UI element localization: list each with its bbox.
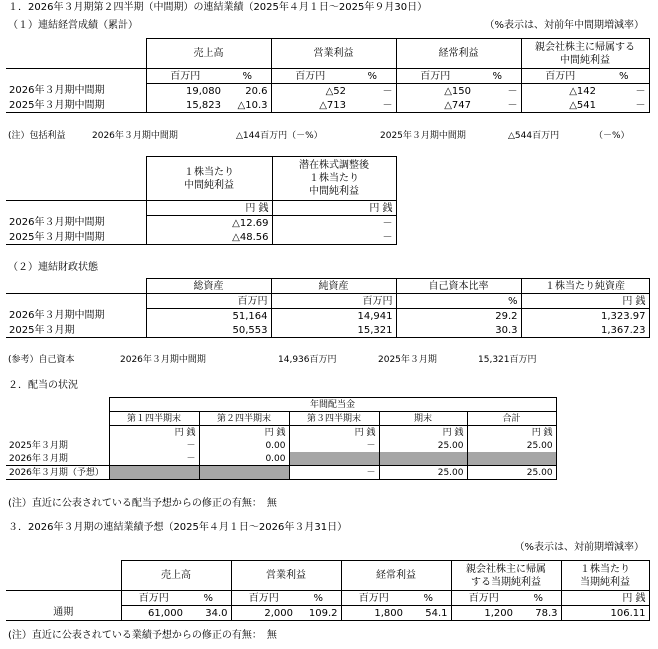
section1-sub2: （２）連結財政状態: [8, 262, 98, 273]
header-year-end: 期末: [379, 412, 467, 426]
header-eps: １株当たり 中間純利益: [146, 157, 272, 201]
unit: 百万円: [396, 69, 474, 84]
table-row: 2026年３月期中間期 19,080 20.6 △52 － △150 － △142 －: [6, 84, 649, 99]
unit: 円 銭: [289, 426, 379, 440]
section1-title: １．2026年３月期第２四半期（中間期）の連結業績（2025年４月１日～2025年９月30日）: [8, 2, 428, 13]
header-sales: 売上高: [146, 39, 271, 69]
table-row: 2025年３月期中間期 △48.56 －: [6, 230, 396, 245]
unit: %: [296, 591, 341, 606]
header-annual-dividend: 年間配当金: [109, 398, 556, 412]
unit: 円 銭: [379, 426, 467, 440]
financial-position-table: [6, 278, 650, 338]
unit: %: [186, 591, 231, 606]
section1-sub1: （１）連結経営成績（累計）: [8, 20, 138, 31]
unit: 百万円: [146, 294, 271, 309]
header-bps: １株当たり純資産: [521, 279, 649, 294]
header-total-assets: 総資産: [146, 279, 271, 294]
header-equity-ratio: 自己資本比率: [396, 279, 521, 294]
unit: 円 銭: [146, 201, 272, 216]
unit: %: [349, 69, 396, 84]
forecast-table: [6, 560, 650, 621]
table-row: 2025年３月期 － 0.00 － 25.00 25.00: [6, 439, 556, 452]
unit: 百万円: [451, 591, 516, 606]
header-total: 合計: [467, 412, 556, 426]
dividend-revision-note: (注）直近に公表されている配当予想からの修正の有無： 無: [8, 498, 277, 509]
table-row: 2026年３月期（予想） － 25.00 25.00: [6, 466, 556, 480]
unit: 百万円: [521, 69, 599, 84]
unit: 百万円: [121, 591, 186, 606]
table-row: 2025年３月期中間期 15,823 △10.3 △713 － △747 － △541 －: [6, 98, 649, 113]
table-row: 2026年３月期中間期 51,164 14,941 29.2 1,323.97: [6, 309, 649, 324]
unit: 百万円: [271, 69, 349, 84]
unit: 百万円: [271, 294, 396, 309]
header-ord-profit: 経常利益: [341, 561, 451, 591]
section2-title: ２．配当の状況: [8, 380, 78, 391]
unit: %: [406, 591, 451, 606]
eps-table: [6, 156, 397, 245]
unit: 円 銭: [561, 591, 649, 606]
table-row: 2026年３月期中間期 △12.69 －: [6, 216, 396, 231]
section3-title: ３．2026年３月期の連結業績予想（2025年４月１日～2026年３月31日）: [8, 522, 348, 533]
unit: %: [224, 69, 271, 84]
table-row: 2026年３月期 － 0.00: [6, 452, 556, 466]
unit: %: [474, 69, 521, 84]
unit: %: [516, 591, 561, 606]
header-diluted-eps: 潜在株式調整後 １株当たり 中間純利益: [272, 157, 396, 201]
operating-results-table: [6, 38, 650, 113]
header-q3: 第３四半期末: [289, 412, 379, 426]
unit: 円 銭: [272, 201, 396, 216]
table-row: 2025年３月期 50,553 15,321 30.3 1,367.23: [6, 323, 649, 338]
unit: 百万円: [146, 69, 224, 84]
header-sales: 売上高: [121, 561, 231, 591]
dividend-table: [6, 397, 557, 480]
unit: 円 銭: [199, 426, 289, 440]
unit: 円 銭: [467, 426, 556, 440]
section1-note: （%表示は、対前年中間期増減率）: [484, 20, 644, 31]
unit: 円 銭: [521, 294, 649, 309]
header-op-profit: 営業利益: [271, 39, 396, 69]
header-q2: 第２四半期末: [199, 412, 289, 426]
table-row: 通期 61,000 34.0 2,000 109.2 1,800 54.1 1,200 78.3 106.11: [6, 606, 649, 621]
unit: 百万円: [231, 591, 296, 606]
unit: 百万円: [341, 591, 406, 606]
header-net-profit: 親会社株主に帰属する 中間純利益: [521, 39, 649, 69]
header-net-profit: 親会社株主に帰属 する当期純利益: [451, 561, 561, 591]
header-q1: 第１四半期末: [109, 412, 199, 426]
unit: 円 銭: [109, 426, 199, 440]
header-net-assets: 純資産: [271, 279, 396, 294]
header-eps: １株当たり 当期純利益: [561, 561, 649, 591]
section3-note: （%表示は、対前期増減率）: [514, 542, 644, 553]
unit: %: [396, 294, 521, 309]
header-ord-profit: 経常利益: [396, 39, 521, 69]
header-op-profit: 営業利益: [231, 561, 341, 591]
unit: %: [599, 69, 649, 84]
forecast-revision-note: (注）直近に公表されている業績予想からの修正の有無： 無: [8, 630, 277, 641]
